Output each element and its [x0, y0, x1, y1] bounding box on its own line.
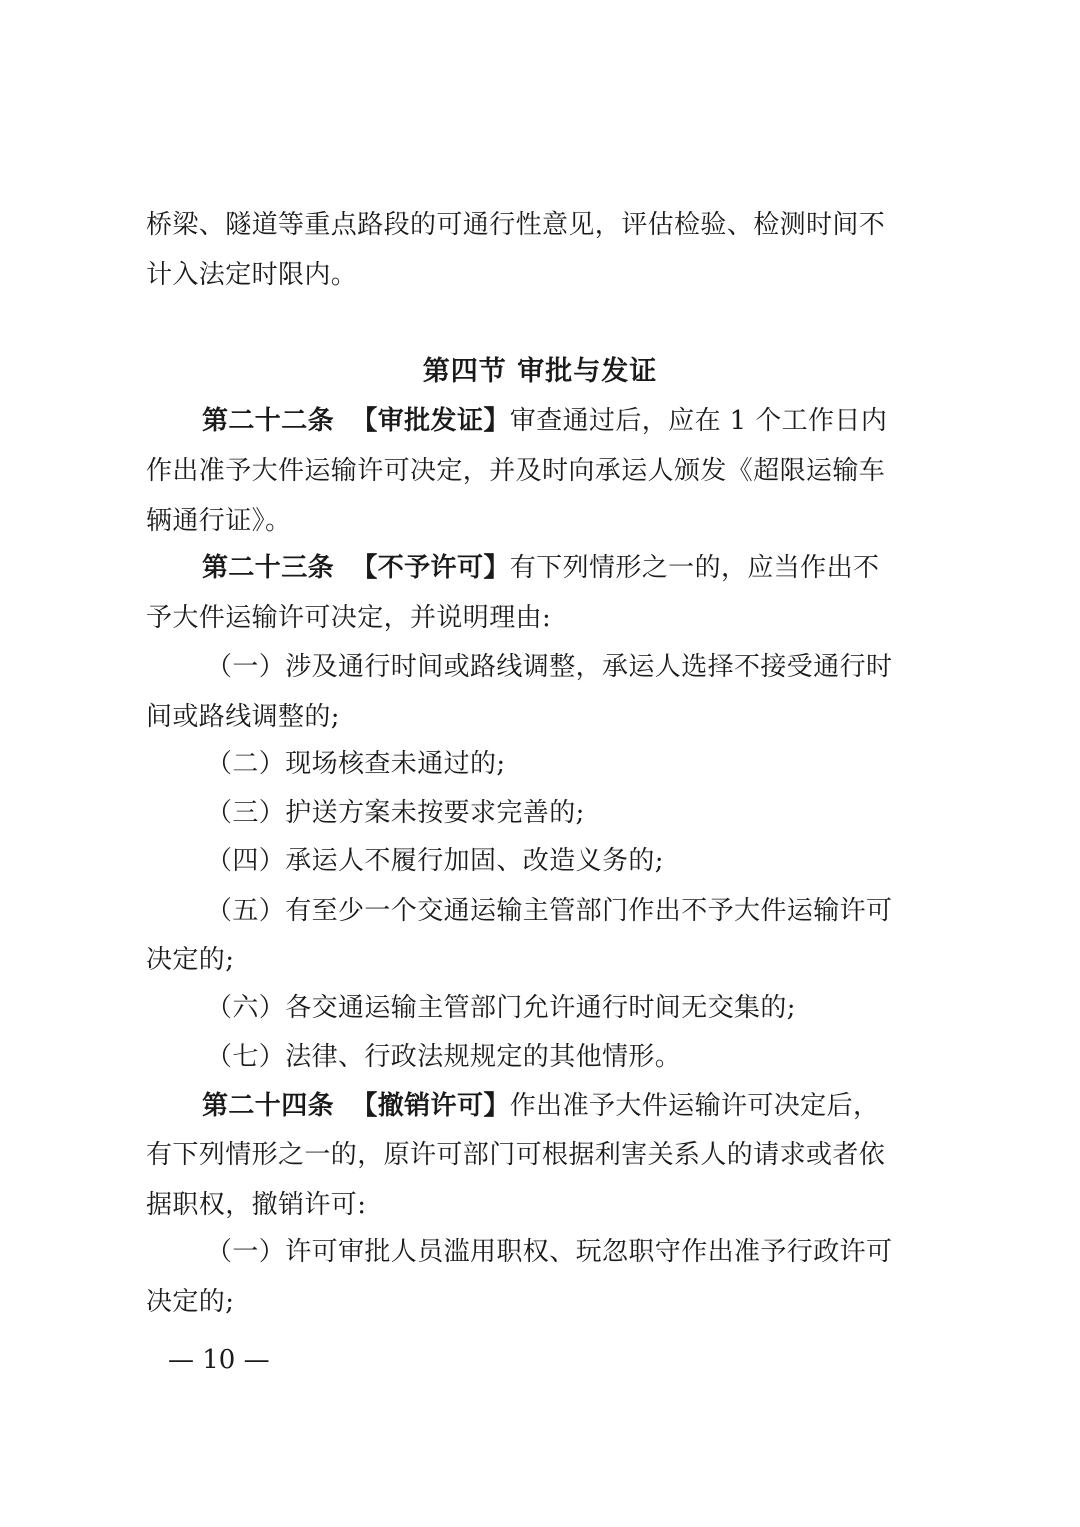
article-23-number: 第二十三条	[202, 553, 335, 583]
article-24-line-1: 作出准予大件运输许可决定后，	[509, 1091, 880, 1121]
article-23-item-5: （五）有至少一个交通运输主管部门作出不予大件运输许可	[206, 896, 893, 926]
article-23-item-5-cont: 决定的;	[146, 945, 235, 975]
article-24-number: 第二十四条	[202, 1091, 335, 1121]
article-23-item-6: （六）各交通运输主管部门允许通行时间无交集的;	[206, 993, 796, 1023]
article-24-line-2: 有下列情形之一的，原许可部门可根据利害关系人的请求或者依	[146, 1140, 886, 1170]
article-22-line-1: 审查通过后，应在 1 个工作日内	[509, 406, 888, 436]
article-23-item-3: （三）护送方案未按要求完善的;	[206, 798, 585, 828]
article-22-first-line	[202, 404, 1002, 438]
article-23-item-1-cont: 间或路线调整的;	[146, 702, 340, 732]
article-24-title: 【撤销许可】	[351, 1091, 510, 1121]
article-23-item-4: （四）承运人不履行加固、改造义务的;	[206, 846, 664, 876]
continuation-line-2: 计入法定时限内。	[146, 260, 358, 290]
continuation-line-1: 桥梁、隧道等重点路段的可通行性意见，评估检验、检测时间不	[146, 210, 886, 240]
section-heading: 第四节 审批与发证	[422, 356, 658, 387]
article-23-line-1: 有下列情形之一的，应当作出不	[509, 553, 880, 583]
article-23-line-2: 予大件运输许可决定，并说明理由:	[146, 603, 552, 633]
article-22-number: 第二十二条	[202, 406, 335, 436]
article-22-title: 【审批发证】	[351, 406, 510, 436]
article-24-line-3: 据职权，撤销许可:	[146, 1190, 367, 1220]
page-number: — 10 —	[168, 1345, 270, 1375]
article-22-line-2: 作出准予大件运输许可决定，并及时向承运人颁发《超限运输车	[146, 456, 886, 486]
article-23-item-7: （七）法律、行政法规规定的其他情形。	[206, 1042, 682, 1072]
article-24-item-1: （一）许可审批人员滥用职权、玩忽职守作出准予行政许可	[206, 1237, 893, 1267]
article-24-first-line	[202, 1089, 1002, 1123]
article-22-line-3: 辆通行证》。	[146, 506, 292, 536]
article-23-title: 【不予许可】	[351, 553, 510, 583]
article-23-item-2: （二）现场核查未通过的;	[206, 749, 506, 779]
article-23-first-line	[202, 551, 1002, 585]
article-23-item-1: （一）涉及通行时间或路线调整，承运人选择不接受通行时	[206, 652, 893, 682]
article-24-item-1-cont: 决定的;	[146, 1287, 235, 1317]
